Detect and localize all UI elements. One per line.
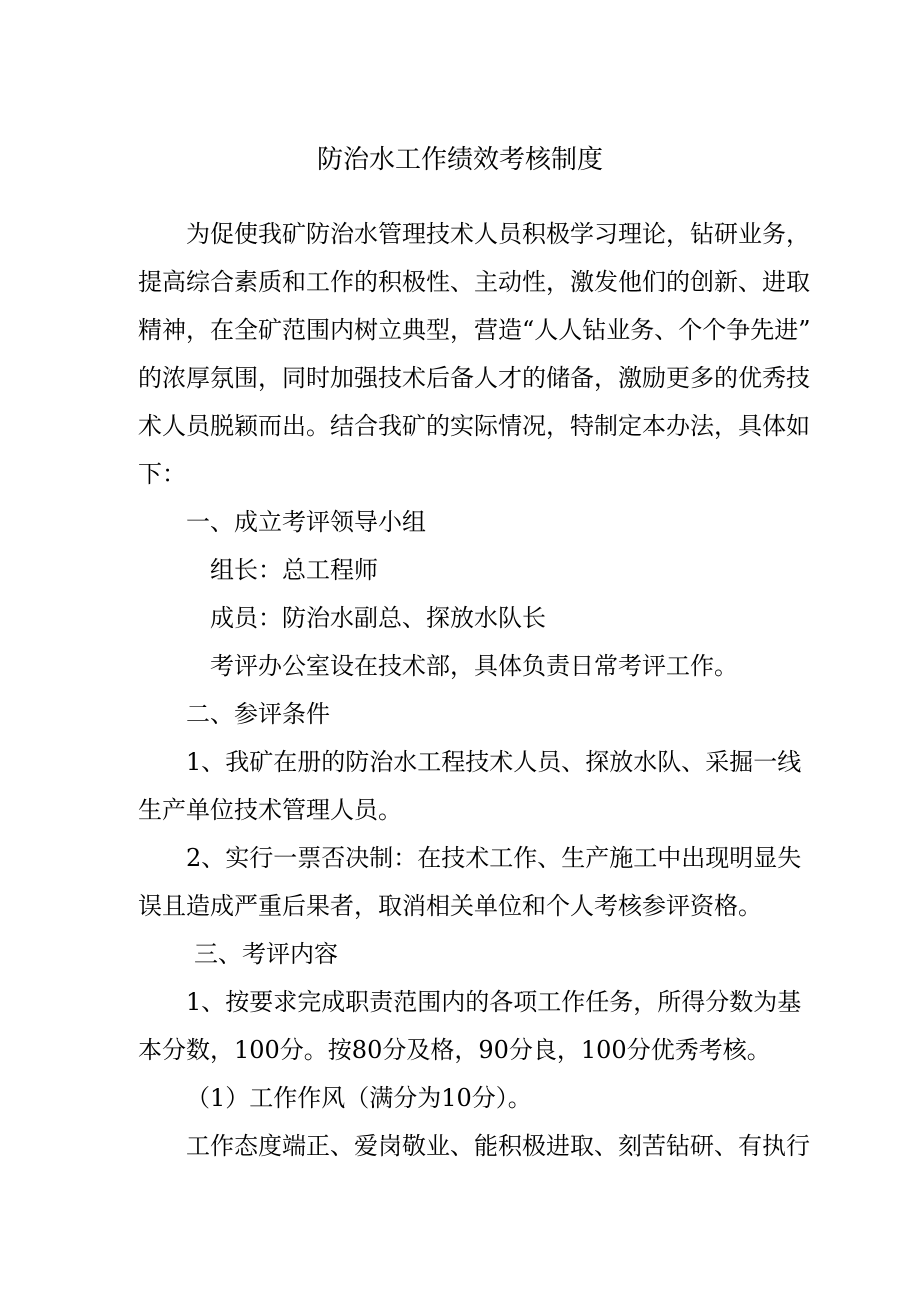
paragraph-line: 误且造成严重后果者，取消相关单位和个人考核参评资格。 — [138, 892, 762, 920]
paragraph-line: 工作态度端正、爱岗敬业、能积极进取、刻苦钻研、有执行 — [186, 1132, 810, 1160]
section-heading: 三、考评内容 — [194, 940, 338, 968]
intro-line: 术人员脱颖而出。结合我矿的实际情况，特制定本办法，具体如 — [138, 412, 810, 440]
sub-heading: （1）工作作风（满分为10分）。 — [186, 1084, 532, 1112]
document-title: 防治水工作绩效考核制度 — [316, 145, 603, 175]
paragraph-line: 1、按要求完成职责范围内的各项工作任务，所得分数为基 — [186, 988, 802, 1016]
paragraph-line: 生产单位技术管理人员。 — [138, 796, 402, 824]
intro-line: 提高综合素质和工作的积极性、主动性，激发他们的创新、进取 — [138, 268, 810, 296]
group-members: 成员：防治水副总、探放水队长 — [210, 604, 546, 632]
intro-line: 下： — [138, 460, 186, 488]
section-heading: 一、成立考评领导小组 — [186, 508, 426, 536]
paragraph-line: 1、我矿在册的防治水工程技术人员、探放水队、采掘一线 — [186, 748, 802, 776]
intro-line: 为促使我矿防治水管理技术人员积极学习理论，钻研业务， — [186, 220, 810, 248]
section-heading: 二、参评条件 — [186, 700, 330, 728]
intro-line: 精神，在全矿范围内树立典型，营造“人人钻业务、个个争先进” — [138, 316, 811, 344]
group-leader: 组长：总工程师 — [210, 556, 378, 584]
paragraph-line: 本分数，100分。按80分及格，90分良，100分优秀考核。 — [138, 1036, 771, 1064]
intro-line: 的浓厚氛围，同时加强技术后备人才的储备，激励更多的优秀技 — [138, 364, 810, 392]
office-note: 考评办公室设在技术部，具体负责日常考评工作。 — [210, 652, 738, 680]
paragraph-line: 2、实行一票否决制：在技术工作、生产施工中出现明显失 — [186, 844, 802, 872]
